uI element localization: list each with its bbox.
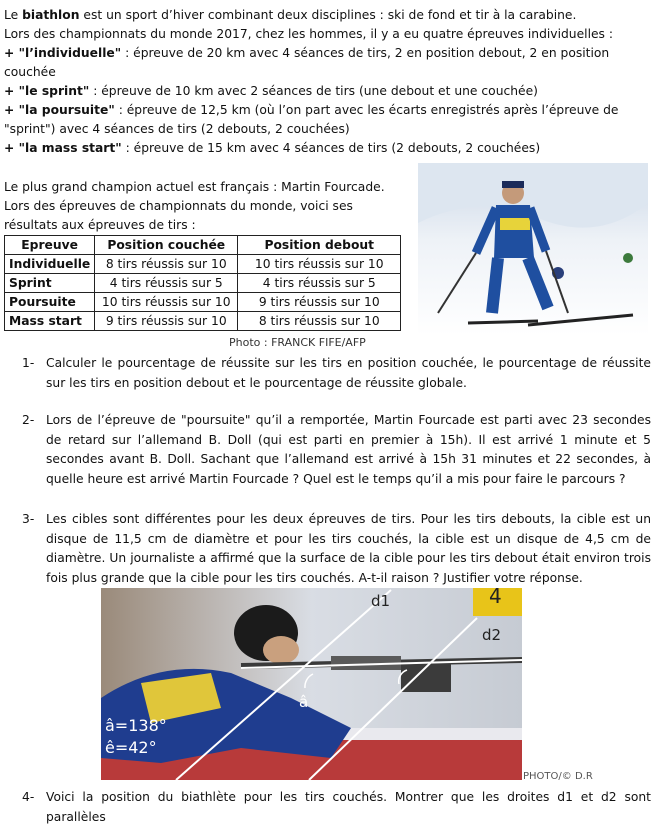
intro-line-6: + "la poursuite" : épreuve de 12,5 km (où l’on part avec les écarts enregistrés après l’épreuve de	[4, 103, 619, 117]
target-number: 4	[489, 588, 502, 608]
table-cell: 8 tirs réussis sur 10	[238, 312, 401, 331]
intro-line-4: couchée	[4, 65, 56, 79]
table-cell: 9 tirs réussis sur 10	[95, 312, 238, 331]
table-row	[5, 255, 401, 274]
table-header-couchee: Position couchée	[95, 236, 238, 255]
table-cell: 9 tirs réussis sur 10	[238, 293, 401, 312]
label-angle-a-value: â=138°	[105, 716, 167, 735]
intro-line-3: + "l’individuelle" : épreuve de 20 km avec 4 séances de tirs, 2 en position debout, 2 en position	[4, 46, 610, 60]
intro-line-2: Lors des championnats du monde 2017, chez les hommes, il y a eu quatre épreuves individuelles :	[4, 27, 614, 41]
skier-illustration	[418, 163, 648, 335]
label-angle-e-value: ê=42°	[105, 738, 157, 757]
q4-text: Voici la position du biathlète pour les tirs couchés. Montrer que les droites d1 et d2 sont parallèles	[46, 790, 651, 824]
champion-line-1: Le plus grand champion actuel est français : Martin Fourcade.	[4, 180, 385, 194]
table-cell: 4 tirs réussis sur 5	[238, 274, 401, 293]
champion-line-3: résultats aux épreuves de tirs :	[4, 218, 196, 232]
photo-credit-2: PHOTO/© D.R	[523, 771, 593, 782]
table-cell: 10 tirs réussis sur 10	[95, 293, 238, 312]
table-row	[5, 293, 401, 312]
q3-number: 3-	[22, 512, 35, 526]
prone-shooting-figure	[101, 588, 522, 780]
table-row	[5, 274, 401, 293]
prone-shooting-illustration	[101, 588, 522, 780]
label-d2: d2	[482, 626, 502, 644]
table-header-epreuve: Epreuve	[5, 236, 95, 255]
label-angle-a: â	[299, 693, 309, 711]
table-row	[5, 312, 401, 331]
table-cell: 10 tirs réussis sur 10	[238, 255, 401, 274]
table-cell: Mass start	[5, 312, 95, 331]
champion-line-2: Lors des épreuves de championnats du monde, voici ses	[4, 199, 353, 213]
results-table	[4, 235, 401, 331]
table-header-row	[5, 236, 401, 255]
intro-line-8: + "la mass start" : épreuve de 15 km avec 4 séances de tirs (2 debouts, 2 couchées)	[4, 141, 541, 155]
label-d1: d1	[371, 592, 391, 610]
q2-text: Lors de l’épreuve de "poursuite" qu’il a remportée, Martin Fourcade est parti avec 23 secondes de retard sur l’allemand B. Doll (qui est parti en premier à 15h). Il est arrivé 1 minute et 5 secondes avant B. Doll. Sachant que l’allemand est arrivé à 15h 31 minutes et 22 secondes, à quelle heure est arrivé Martin Fourcade ? Quel est le temps qu’il a mis pour faire le parcours ?	[46, 413, 651, 486]
intro-line-5: + "le sprint" : épreuve de 10 km avec 2 séances de tirs (une debout et une couchée)	[4, 84, 538, 98]
table-cell: Poursuite	[5, 293, 95, 312]
q4-number: 4-	[22, 790, 35, 804]
photo-credit-1: Photo : FRANCK FIFE/AFP	[229, 336, 366, 349]
table-cell: Individuelle	[5, 255, 95, 274]
intro-line-1: Le biathlon est un sport d’hiver combinant deux disciplines : ski de fond et tir à la carabine.	[4, 8, 577, 22]
q1-number: 1-	[22, 356, 35, 370]
table-header-debout: Position debout	[238, 236, 401, 255]
q2-number: 2-	[22, 413, 35, 427]
table-cell: 4 tirs réussis sur 5	[95, 274, 238, 293]
q1-text: Calculer le pourcentage de réussite sur les tirs en position couchée, le pourcentage de réussite sur les tirs en position debout et le pourcentage de réussite globale.	[46, 356, 651, 390]
intro-line-7: "sprint") avec 4 séances de tirs (2 debouts, 2 couchées)	[4, 122, 350, 136]
table-cell: Sprint	[5, 274, 95, 293]
q3-text: Les cibles sont différentes pour les deux épreuves de tirs. Pour les tirs debouts, la cible est un disque de 11,5 cm de diamètre et pour les tirs couchés, la cible est un disque de 4,5 cm de diamètre. Un journaliste a affirmé que la surface de la cible pour les tirs debout était environ trois fois plus grande que la cible pour les tirs couchés. A-t-il raison ? Justifier votre réponse.	[46, 512, 651, 585]
table-cell: 8 tirs réussis sur 10	[95, 255, 238, 274]
skier-photo	[418, 163, 648, 335]
